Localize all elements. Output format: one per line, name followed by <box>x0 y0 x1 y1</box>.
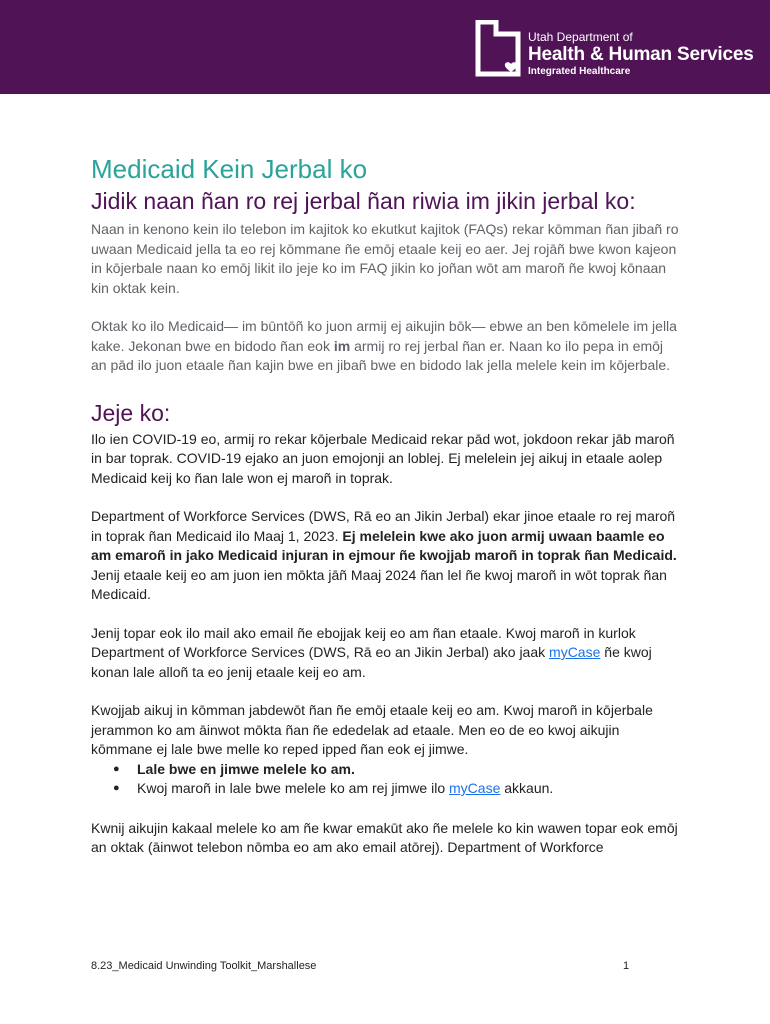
intro-section <box>91 220 681 376</box>
document-body <box>91 152 681 858</box>
list-item <box>137 779 681 799</box>
intro-p2-text-b: armij ro rej jerbal ñan er. Naan ko ilo pepa in emōj an pād ilo juon etaale ñan kajin bwe en jibañ bwe en bidodo lak jella melele kein im kōjerbale. <box>91 337 671 373</box>
utah-state-heart-icon <box>474 20 522 78</box>
body-p3-text-b: ñe kwoj konan lale alloñ ta eo jenij etaale keij eo am. <box>91 644 652 680</box>
body-p2-text-b: Jenij etaale keij eo am juon ien mōkta jāñ Maaj 2024 ñan lel ñe kwoj maroñ in wōt toprak ñan Medicaid. <box>91 566 667 602</box>
mycase-link[interactable]: myCase <box>549 644 601 660</box>
intro-paragraph-2 <box>91 317 681 376</box>
page-title: Medicaid Kein Jerbal ko <box>91 154 368 184</box>
body-paragraph-3 <box>91 624 681 683</box>
body-p2-bold: Ej melelein kwe ako juon armij uwaan baamle eo am emaroñ in jako Medicaid injuran in ejmour ñe kwojjab maroñ in toprak ñan Medicaid. <box>91 527 677 563</box>
page-subtitle: Jidik naan ñan ro rej jerbal ñan riwia im jikin jerbal ko: <box>91 188 636 214</box>
intro-p2-text-a: Oktak ko ilo Medicaid— im būntōñ ko juon armij ej aikujin bōk— ebwe an ben kōmelele im jella kake. Jekonan bwe en bidodo ñan eok <box>91 318 677 354</box>
list-item <box>137 760 681 780</box>
bullet-2-text-b: akkaun. <box>500 780 554 796</box>
header-banner <box>0 0 770 94</box>
footer-page-number: 1 <box>623 960 630 972</box>
body-p3-text-a: Jenij topar eok ilo mail ako email ñe ebojjak keij eo am ñan etaale. Kwoj maroñ in kurlok Department of Workforce Services (DWS, Rā eo an Jikin Jerbal) ako jaak <box>91 624 636 660</box>
org-line-3: Integrated Healthcare <box>528 66 631 77</box>
footer-document-name: 8.23_Medicaid Unwinding Toolkit_Marshallese <box>91 960 317 972</box>
mycase-link[interactable]: myCase <box>449 780 501 796</box>
agency-logo <box>474 20 764 80</box>
bullet-2-text-a: Kwoj maroñ in lale bwe melele ko am rej jimwe ilo <box>137 780 450 796</box>
body-paragraph-4: Kwojjab aikuj in kōmman jabdewōt ñan ñe emōj etaale keij eo am. Kwoj maroñ in kōjerbale jerammon ko am āinwot mōkta ñan ñe ededelak ad etaale. Men eo de eo kwoj aikujin kōmmane ej lale bwe melle ko reped ipped ñan eok ej jimwe. <box>91 702 653 757</box>
body-paragraph-5: Kwnij aikujin kakaal melele ko am ñe kwar emakūt ako ñe melele ko kin wawen topar eok emōj an oktak (āinwot telebon nōmba eo am ako email atōrej). Department of Workforce <box>91 819 678 855</box>
body-p2-text-a: Department of Workforce Services (DWS, Rā eo an Jikin Jerbal) ekar jinoe etaale ro rej maroñ in toprak ñan Medicaid ilo Maaj 1, 2023. <box>91 508 676 544</box>
section-heading: Jeje ko: <box>91 399 171 426</box>
org-line-2: Health & Human Services <box>528 44 754 65</box>
intro-paragraph-1: Naan in kenono kein ilo telebon im kajitok ko ekutkut kajitok (FAQs) rekar kōmman ñan jibañ ro uwaan Medicaid jella ta eo rej kōmmane ñe emōj etaale keij eo aer. Jej rojāñ bwe kwon kajeon in kōjerbale naan ko emōj likit ilo jeje ko im FAQ jikin ko joñan wōt am maroñ ñe kwoj kōnaan kin oktak kein. <box>91 221 679 296</box>
org-line-1: Utah Department of <box>528 30 633 44</box>
body-paragraph-1: Ilo ien COVID-19 eo, armij ro rekar kōjerbale Medicaid rekar pād wot, jokdoon rekar jāb maroñ in bar toprak. COVID-19 ejako an juon emojonji an loblej. Ej melelein jej aikuj in etaale aolep Medicaid keij ko ñan lale won ej maroñ in toprak. <box>91 430 675 486</box>
section-body <box>91 430 681 858</box>
bullet-list <box>91 760 681 799</box>
body-paragraph-2 <box>91 507 681 605</box>
intro-p2-bold: im <box>333 337 351 354</box>
bullet-1-text: Lale bwe en jimwe melele ko am. <box>137 760 355 777</box>
